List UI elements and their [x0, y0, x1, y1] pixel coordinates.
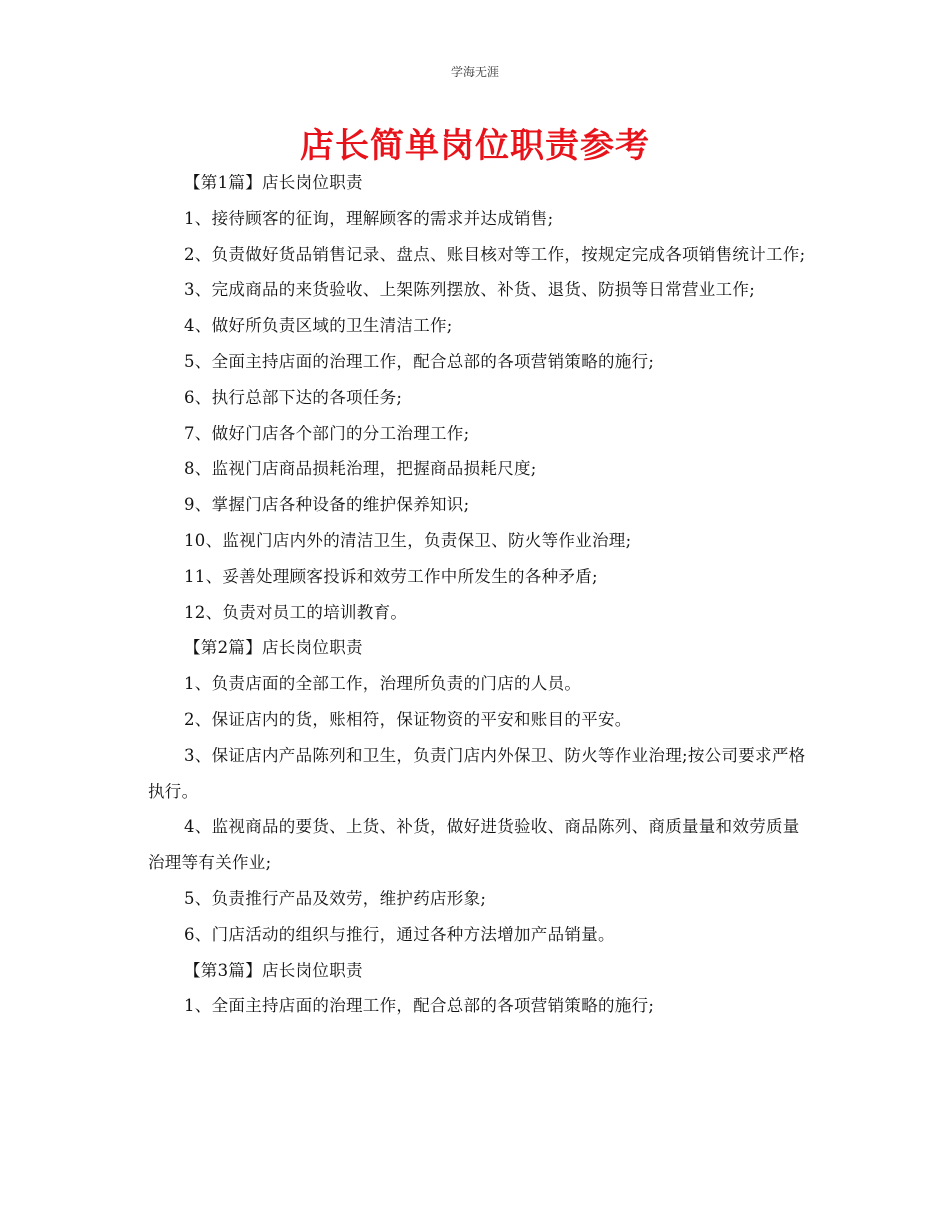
duty-item: 2、负责做好货品销售记录、盘点、账目核对等工作，按规定完成各项销售统计工作;: [184, 244, 806, 264]
duty-item: 8、监视门店商品损耗治理，把握商品损耗尺度;: [184, 459, 537, 479]
duty-item: 5、全面主持店面的治理工作，配合总部的各项营销策略的施行;: [184, 351, 655, 371]
duty-item: 9、掌握门店各种设备的维护保养知识;: [184, 495, 470, 515]
duty-item: 7、做好门店各个部门的分工治理工作;: [184, 423, 470, 443]
duty-item: 5、负责推行产品及效劳，维护药店形象;: [184, 888, 487, 908]
document-body: [148, 165, 808, 1024]
duty-item: 2、保证店内的货，账相符，保证物资的平安和账目的平安。: [184, 709, 632, 729]
duty-item: 4、做好所负责区域的卫生清洁工作;: [184, 316, 453, 336]
duty-item: 1、负责店面的全部工作，治理所负责的门店的人员。: [184, 674, 582, 694]
duty-item: 12、负责对员工的培训教育。: [184, 602, 408, 622]
page-header: 学海无涯: [450, 65, 499, 79]
duty-item: 11、妥善处理顾客投诉和效劳工作中所发生的各种矛盾;: [184, 566, 598, 586]
duty-item: 1、接待顾客的征询，理解顾客的需求并达成销售;: [184, 208, 554, 228]
duty-item: 3、完成商品的来货验收、上架陈列摆放、补货、退货、防损等日常营业工作;: [184, 280, 756, 300]
section-heading-3: 【第3篇】店长岗位职责: [184, 960, 363, 980]
duty-item: 4、监视商品的要货、上货、补货，做好进货验收、商品陈列、商质量量和效劳质量治理等有关作业;: [148, 817, 800, 873]
section-heading-1: 【第1篇】店长岗位职责: [184, 173, 363, 192]
duty-item: 6、执行总部下达的各项任务;: [184, 387, 403, 407]
duty-item: 10、监视门店内外的清洁卫生，负责保卫、防火等作业治理;: [184, 530, 632, 550]
section-heading-2: 【第2篇】店长岗位职责: [184, 638, 363, 658]
document-title: 店长简单岗位职责参考: [300, 126, 650, 166]
duty-item: 1、全面主持店面的治理工作，配合总部的各项营销策略的施行;: [184, 996, 655, 1016]
duty-item: 6、门店活动的组织与推行，通过各种方法增加产品销量。: [184, 924, 615, 944]
duty-item: 3、保证店内产品陈列和卫生，负责门店内外保卫、防火等作业治理;按公司要求严格执行。: [148, 745, 806, 801]
